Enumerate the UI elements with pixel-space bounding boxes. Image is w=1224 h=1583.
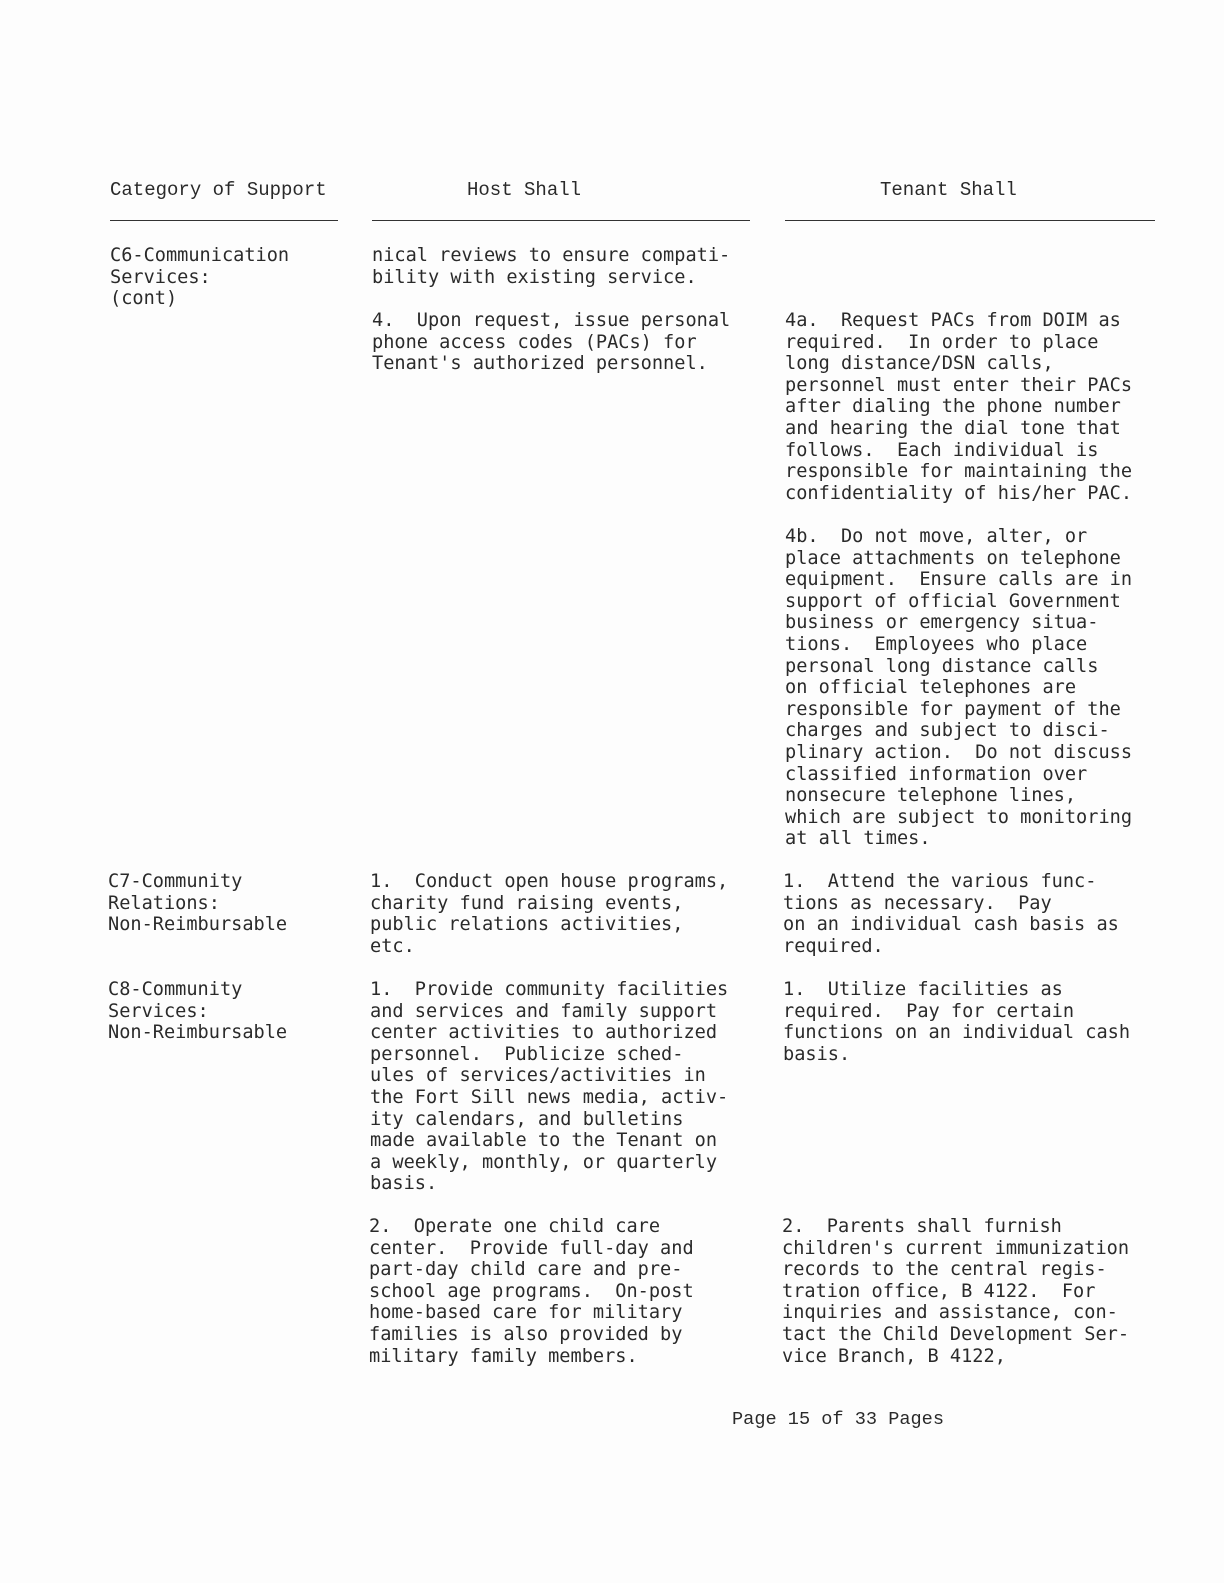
host-c7-item-1: 1. Conduct open house programs, charity fund raising events, public relations activities, etc. (370, 871, 729, 957)
header-rule-category (110, 220, 338, 221)
host-c6-continued-text: nical reviews to ensure compati- bility with existing service. (372, 245, 731, 288)
host-c6-item-4: 4. Upon request, issue personal phone access codes (PACs) for Tenant's authorized personnel. (372, 310, 731, 375)
header-category-of-support: Category of Support (110, 179, 327, 201)
category-c7-community-relations: C7-Community Relations: Non-Reimbursable (108, 871, 288, 936)
header-host-shall: Host Shall (467, 179, 582, 201)
page-number: Page 15 of 33 Pages (732, 1409, 945, 1430)
tenant-c6-item-4b: 4b. Do not move, alter, or place attachments on telephone equipment. Ensure calls are in support of official Government business or emergency situa- tions. Employees who place personal long distance calls on official telephones are responsible for payment of the charges and subject to disci- plinary action. Do not discuss classified information over nonsecure telephone lines, which are subject to monitoring at all times. (785, 526, 1133, 850)
tenant-c8-item-1: 1. Utilize facilities as required. Pay for certain functions on an individual cash basis. (783, 979, 1131, 1065)
host-c8-item-2: 2. Operate one child care center. Provide full-day and part-day child care and pre- school age programs. On-post home-based care for military families is also provided by military family members. (369, 1216, 694, 1367)
header-tenant-shall: Tenant Shall (880, 179, 1017, 201)
tenant-c8-item-2: 2. Parents shall furnish children's current immunization records to the central regis- tration office, B 4122. For inquiries and assistance, con- tact the Child Development Ser- vice Branch, B 4122, (782, 1216, 1130, 1367)
category-c8-community-services: C8-Community Services: Non-Reimbursable (108, 979, 288, 1044)
tenant-c7-item-1: 1. Attend the various func- tions as necessary. Pay on an individual cash basis as required. (783, 871, 1119, 957)
header-rule-host (372, 220, 750, 221)
tenant-c6-item-4a: 4a. Request PACs from DOIM as required. In order to place long distance/DSN calls, personnel must enter their PACs after dialing the phone number and hearing the dial tone that follows. Each individual is responsible for maintaining the confidentiality of his/her PAC. (785, 310, 1133, 504)
host-c8-item-1: 1. Provide community facilities and services and family support center activities to authorized personnel. Publicize sched- ules of services/activities in the Fort Sill news media, activ- ity calendars, and bulletins made available to the Tenant on a weekly, monthly, or quarterly basis. (370, 979, 729, 1195)
category-c6-communication-services: C6-Communication Services: (cont) (110, 245, 290, 310)
header-rule-tenant (785, 220, 1155, 221)
